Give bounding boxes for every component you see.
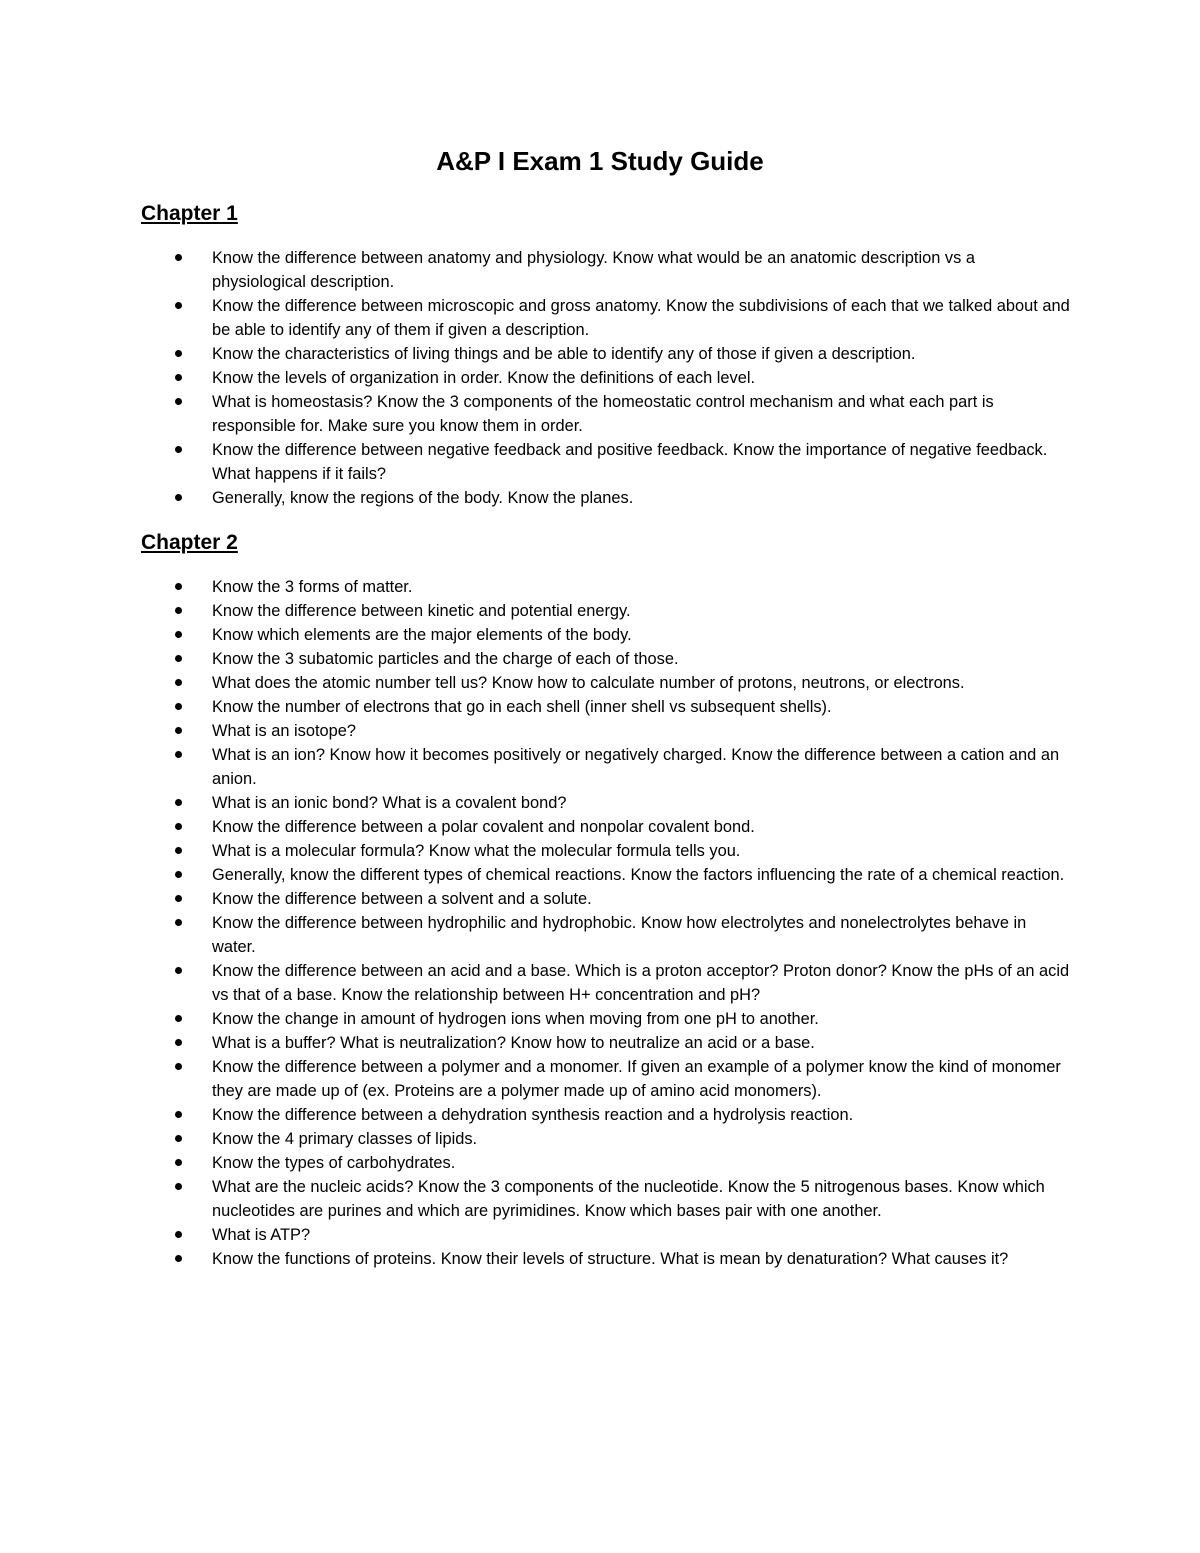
list-item [172, 575, 1072, 599]
list-item-text: Generally, know the different types of chemical reactions. Know the factors influencing the rate of a chemical reaction. [212, 866, 1065, 884]
bullet-icon [175, 254, 182, 261]
list-item [172, 815, 1072, 839]
list-item [172, 959, 1072, 1007]
list-item [172, 791, 1072, 815]
list-item [172, 1223, 1072, 1247]
bullet-icon [175, 799, 182, 806]
list-item [172, 863, 1072, 887]
list-item-text: Know the difference between a solvent and a solute. [212, 890, 592, 908]
list-item [172, 390, 1072, 438]
list-item-text: Know the difference between a polar covalent and nonpolar covalent bond. [212, 818, 755, 836]
list-item [172, 623, 1072, 647]
list-item [172, 1151, 1072, 1175]
list-item-text: What is a molecular formula? Know what the molecular formula tells you. [212, 842, 741, 860]
bullet-icon [175, 823, 182, 830]
list-item [172, 1007, 1072, 1031]
bullet-icon [175, 1135, 182, 1142]
list-item-text: What are the nucleic acids? Know the 3 components of the nucleotide. Know the 5 nitrogenous bases. Know which nucleotides are purines and which are pyrimidines. Know which bases pair with one another. [212, 1178, 1045, 1220]
bullet-icon [175, 446, 182, 453]
bullet-icon [175, 967, 182, 974]
list-item [172, 599, 1072, 623]
list-item-text: Know the levels of organization in order. Know the definitions of each level. [212, 369, 756, 387]
list-item-text: Generally, know the regions of the body. Know the planes. [212, 489, 634, 507]
bullet-icon [175, 871, 182, 878]
bullet-icon [175, 302, 182, 309]
bullet-icon [175, 1111, 182, 1118]
list-item [172, 911, 1072, 959]
bullet-icon [175, 1255, 182, 1262]
bullet-icon [175, 350, 182, 357]
bullet-icon [175, 751, 182, 758]
list-item-text: Know the change in amount of hydrogen ions when moving from one pH to another. [212, 1010, 819, 1028]
bullet-icon [175, 679, 182, 686]
list-item-text: What is ATP? [212, 1226, 311, 1244]
page-title: A&P I Exam 1 Study Guide [436, 146, 764, 176]
list-item [172, 1247, 1072, 1271]
list-item [172, 246, 1072, 294]
list-item-text: What is an ionic bond? What is a covalent bond? [212, 794, 567, 812]
bullet-icon [175, 847, 182, 854]
bullet-icon [175, 1015, 182, 1022]
list-item [172, 1055, 1072, 1103]
list-item [172, 719, 1072, 743]
list-item-text: Know the difference between hydrophilic and hydrophobic. Know how electrolytes and nonelectrolytes behave in water. [212, 914, 1027, 956]
bullet-icon [175, 1231, 182, 1238]
bullet-icon [175, 374, 182, 381]
bullet-icon [175, 655, 182, 662]
bullet-icon [175, 583, 182, 590]
list-item-text: Know the types of carbohydrates. [212, 1154, 456, 1172]
chapter-2-heading: Chapter 2 [141, 531, 238, 554]
list-item [172, 743, 1072, 791]
chapter-1-heading: Chapter 1 [141, 202, 238, 225]
bullet-icon [175, 895, 182, 902]
bullet-icon [175, 1039, 182, 1046]
list-item-text: Know the 3 subatomic particles and the charge of each of those. [212, 650, 679, 668]
list-item-text: What is homeostasis? Know the 3 components of the homeostatic control mechanism and what each part is responsible for. Make sure you know them in order. [212, 393, 994, 435]
bullet-icon [175, 398, 182, 405]
list-item-text: Know the characteristics of living things and be able to identify any of those if given a description. [212, 345, 916, 363]
bullet-icon [175, 494, 182, 501]
list-item-text: Know the 3 forms of matter. [212, 578, 413, 596]
list-item [172, 1175, 1072, 1223]
list-item [172, 695, 1072, 719]
list-item [172, 671, 1072, 695]
bullet-icon [175, 631, 182, 638]
list-item [172, 1031, 1072, 1055]
list-item [172, 342, 1072, 366]
list-item-text: Know the difference between an acid and a base. Which is a proton acceptor? Proton donor? Know the pHs of an acid vs that of a base. Know the relationship between H+ concentration and pH? [212, 962, 1070, 1004]
list-item [172, 839, 1072, 863]
bullet-icon [175, 1183, 182, 1190]
bullet-icon [175, 727, 182, 734]
list-item-text: What does the atomic number tell us? Know how to calculate number of protons, neutrons, or electrons. [212, 674, 965, 692]
list-item-text: Know which elements are the major elements of the body. [212, 626, 632, 644]
list-item [172, 294, 1072, 342]
bullet-icon [175, 1159, 182, 1166]
list-item [172, 1127, 1072, 1151]
list-item [172, 1103, 1072, 1127]
list-item-text: What is a buffer? What is neutralization? Know how to neutralize an acid or a base. [212, 1034, 815, 1052]
list-item [172, 887, 1072, 911]
list-item-text: Know the difference between microscopic and gross anatomy. Know the subdivisions of each that we talked about and be able to identify any of them if given a description. [212, 297, 1070, 339]
list-item-text: Know the difference between negative feedback and positive feedback. Know the importance of negative feedback. What happens if it fails? [212, 441, 1048, 483]
bullet-icon [175, 919, 182, 926]
list-item-text: Know the difference between a dehydration synthesis reaction and a hydrolysis reaction. [212, 1106, 854, 1124]
list-item [172, 647, 1072, 671]
list-item-text: Know the number of electrons that go in each shell (inner shell vs subsequent shells). [212, 698, 832, 716]
list-item-text: Know the 4 primary classes of lipids. [212, 1130, 478, 1148]
bullet-icon [175, 607, 182, 614]
list-item [172, 486, 1072, 510]
list-item-text: What is an ion? Know how it becomes positively or negatively charged. Know the difference between a cation and an anion. [212, 746, 1060, 788]
list-item-text: Know the difference between anatomy and physiology. Know what would be an anatomic description vs a physiological description. [212, 249, 975, 291]
list-item-text: Know the difference between kinetic and potential energy. [212, 602, 631, 620]
list-item-text: What is an isotope? [212, 722, 356, 740]
list-item [172, 366, 1072, 390]
bullet-icon [175, 703, 182, 710]
bullet-icon [175, 1063, 182, 1070]
chapter-1-list [172, 246, 1072, 510]
list-item [172, 438, 1072, 486]
chapter-2-list [172, 575, 1072, 1271]
list-item-text: Know the functions of proteins. Know their levels of structure. What is mean by denaturation? What causes it? [212, 1250, 1009, 1268]
list-item-text: Know the difference between a polymer and a monomer. If given an example of a polymer know the kind of monomer they are made up of (ex. Proteins are a polymer made up of amino acid monomers). [212, 1058, 1061, 1100]
